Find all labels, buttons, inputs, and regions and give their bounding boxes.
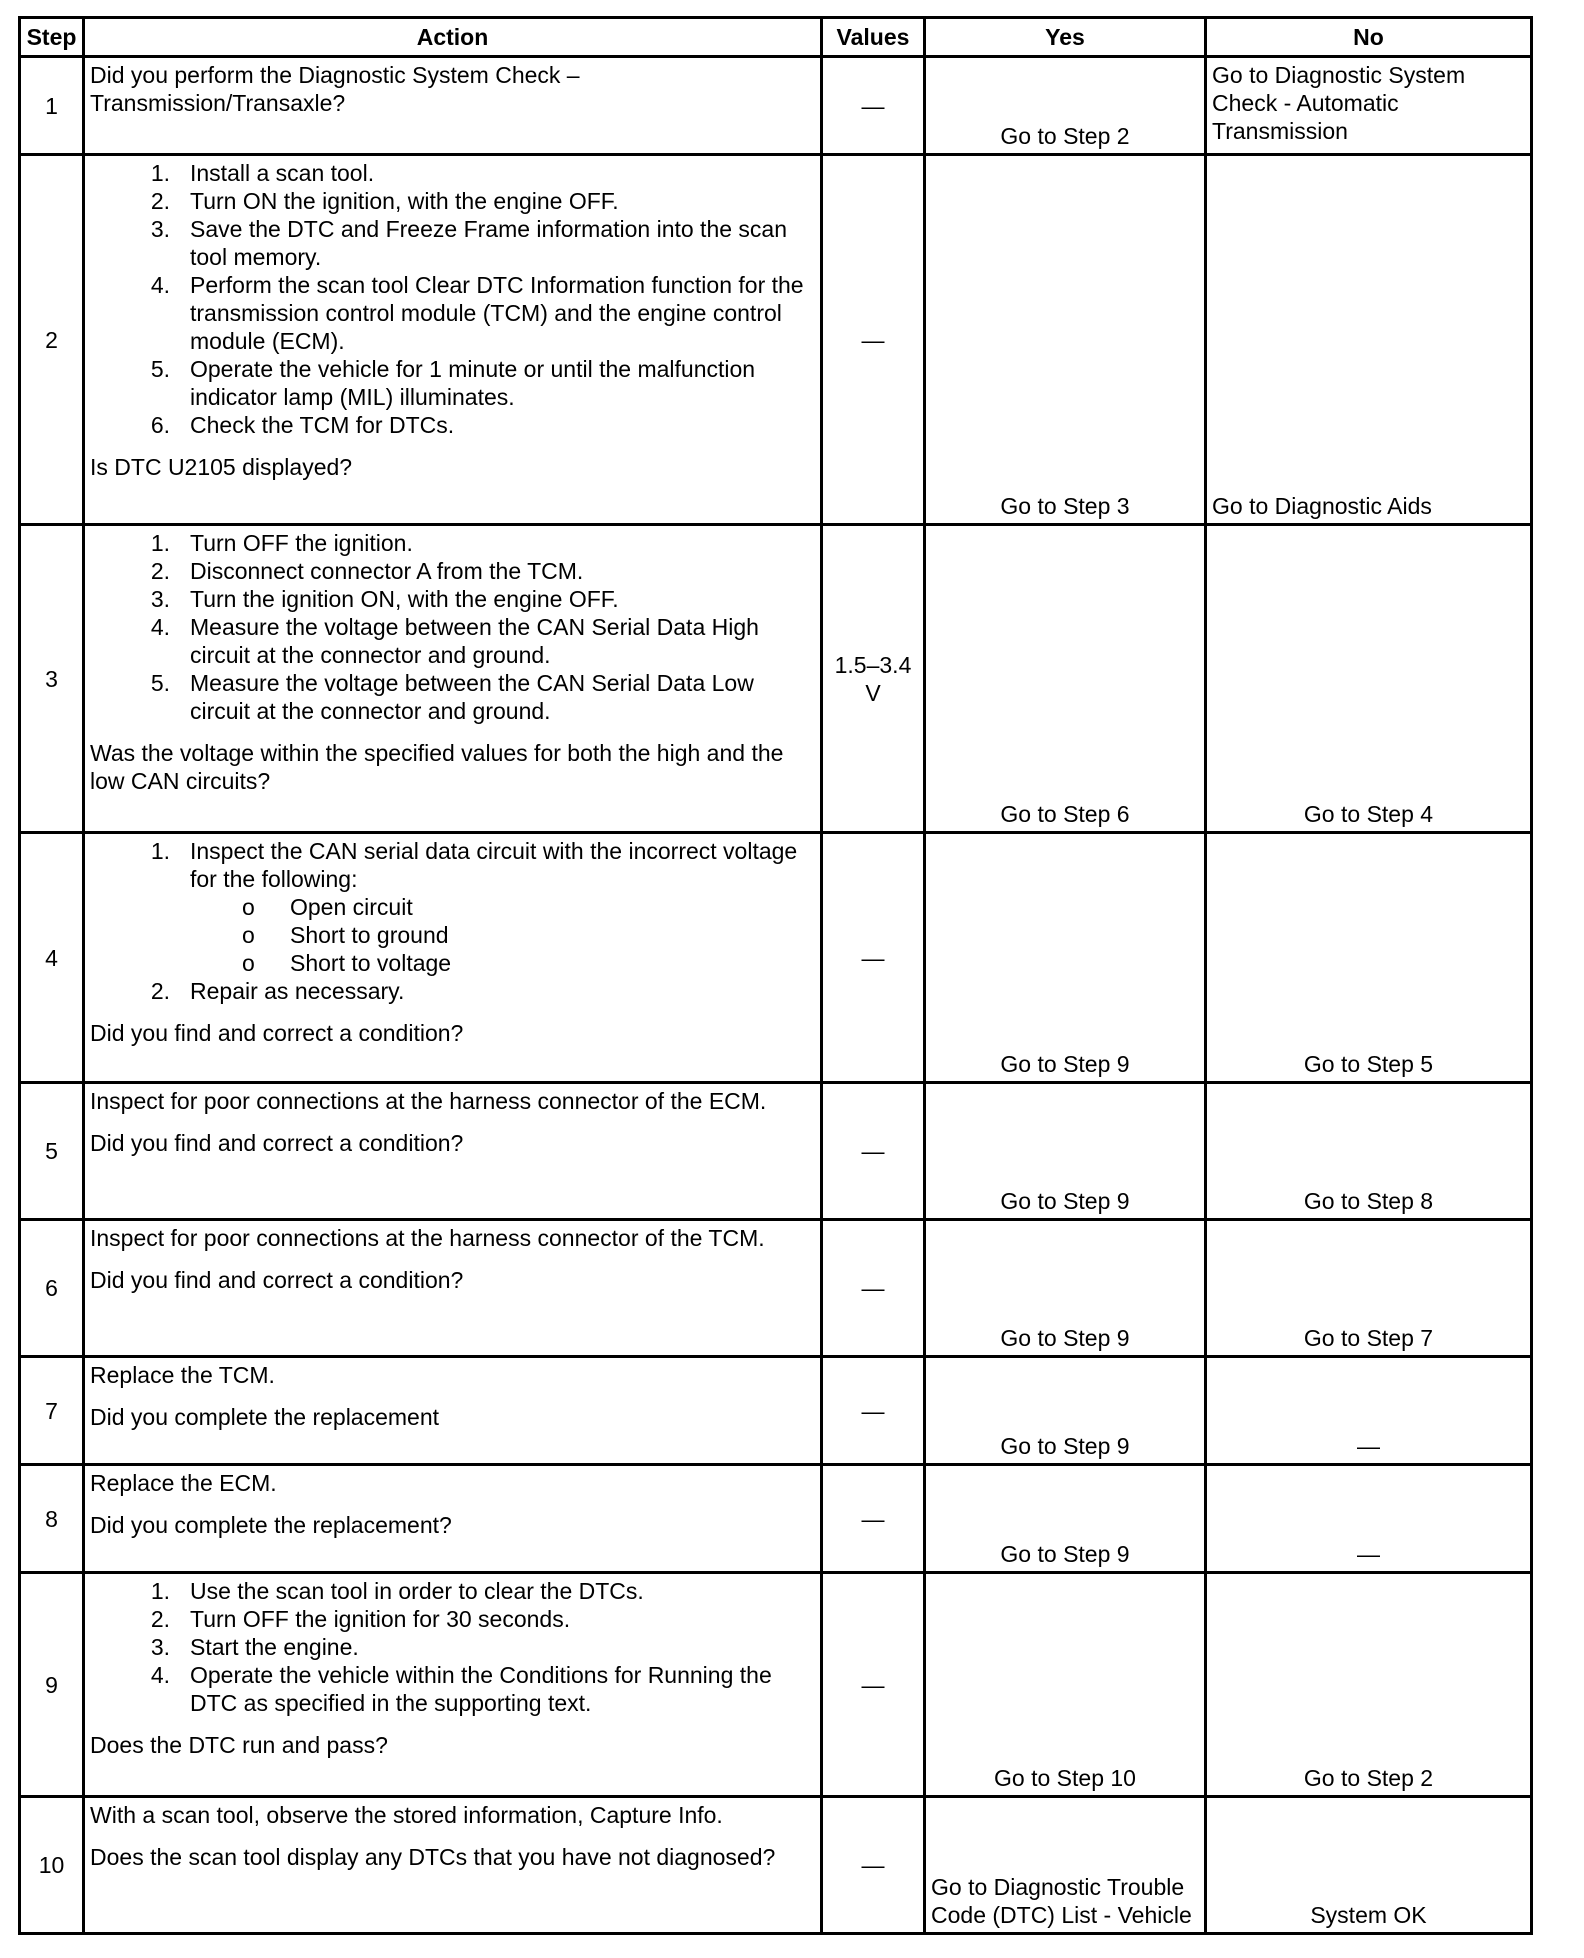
value-cell: — <box>822 155 925 525</box>
table-row <box>20 1083 1532 1220</box>
value-cell: — <box>822 1797 925 1934</box>
instruction-item: Turn OFF the ignition. <box>190 530 413 556</box>
step-number: 7 <box>20 1357 84 1465</box>
step-number: 9 <box>20 1573 84 1797</box>
instruction-item: Start the engine. <box>190 1634 359 1660</box>
no-action: Go to Diagnostic System Check - Automatic Transmission <box>1206 57 1532 155</box>
question-text: Was the voltage within the specified values for both the high and the low CAN circuits? <box>90 740 784 794</box>
no-action: Go to Step 5 <box>1206 833 1532 1083</box>
table-row <box>20 1573 1532 1797</box>
action-cell <box>84 1357 822 1465</box>
step-number: 10 <box>20 1797 84 1934</box>
instruction-item: Install a scan tool. <box>190 160 375 186</box>
action-cell <box>84 1220 822 1357</box>
instruction-list <box>90 159 815 439</box>
header-no: No <box>1206 18 1532 57</box>
instruction-item: Repair as necessary. <box>190 978 405 1004</box>
question-text: Did you find and correct a condition? <box>90 1267 464 1293</box>
no-action: Go to Step 8 <box>1206 1083 1532 1220</box>
action-cell <box>84 1797 822 1934</box>
sub-item: o Short to ground <box>290 921 815 949</box>
no-action: Go to Step 4 <box>1206 525 1532 833</box>
table-row <box>20 57 1532 155</box>
instruction-item: Turn ON the ignition, with the engine OFF. <box>190 188 619 214</box>
question-text: Did you find and correct a condition? <box>90 1020 464 1046</box>
yes-action: Go to Step 9 <box>925 1357 1206 1465</box>
instruction-item: Perform the scan tool Clear DTC Information function for the transmission control module (TCM) and the engine control module (ECM). <box>190 272 804 354</box>
yes-action: Go to Diagnostic Trouble Code (DTC) List - Vehicle <box>925 1797 1206 1934</box>
header-values: Values <box>822 18 925 57</box>
step-number: 4 <box>20 833 84 1083</box>
action-text: Replace the TCM. <box>90 1362 275 1388</box>
instruction-item: Operate the vehicle for 1 minute or until the malfunction indicator lamp (MIL) illuminates. <box>190 356 756 410</box>
header-yes: Yes <box>925 18 1206 57</box>
action-cell <box>84 155 822 525</box>
no-action: Go to Step 7 <box>1206 1220 1532 1357</box>
instruction-item: Turn the ignition ON, with the engine OFF. <box>190 586 619 612</box>
instruction-item: Measure the voltage between the CAN Serial Data High circuit at the connector and ground. <box>190 614 759 668</box>
action-text: Did you perform the Diagnostic System Check – Transmission/Transaxle? <box>84 57 822 155</box>
instruction-item: Disconnect connector A from the TCM. <box>190 558 584 584</box>
instruction-item: Turn OFF the ignition for 30 seconds. <box>190 1606 571 1632</box>
instruction-item <box>190 837 815 977</box>
question-text: Did you complete the replacement? <box>90 1512 452 1538</box>
yes-action: Go to Step 9 <box>925 833 1206 1083</box>
step-number: 8 <box>20 1465 84 1573</box>
table-row <box>20 1357 1532 1465</box>
instruction-list <box>90 529 815 725</box>
yes-action: Go to Step 9 <box>925 1083 1206 1220</box>
yes-action: Go to Step 2 <box>925 57 1206 155</box>
instruction-list <box>90 837 815 1005</box>
action-cell <box>84 1573 822 1797</box>
no-action: System OK <box>1206 1797 1532 1934</box>
instruction-item: Check the TCM for DTCs. <box>190 412 455 438</box>
value-cell: 1.5–3.4 V <box>822 525 925 833</box>
no-action: — <box>1206 1357 1532 1465</box>
value-cell: — <box>822 1573 925 1797</box>
action-text: Inspect for poor connections at the harness connector of the TCM. <box>90 1225 765 1251</box>
value-cell: — <box>822 1220 925 1357</box>
header-action: Action <box>84 18 822 57</box>
action-cell <box>84 833 822 1083</box>
table-row <box>20 525 1532 833</box>
instruction-list <box>90 1577 815 1717</box>
sub-list <box>190 893 815 977</box>
value-cell: — <box>822 833 925 1083</box>
action-text: With a scan tool, observe the stored information, Capture Info. <box>90 1802 723 1828</box>
question-text: Does the DTC run and pass? <box>90 1732 388 1758</box>
sub-item: o Open circuit <box>290 893 815 921</box>
question-text: Does the scan tool display any DTCs that you have not diagnosed? <box>90 1844 776 1870</box>
table-row <box>20 1465 1532 1573</box>
value-cell: — <box>822 57 925 155</box>
question-text: Did you find and correct a condition? <box>90 1130 464 1156</box>
instruction-text: Inspect the CAN serial data circuit with the incorrect voltage for the following: <box>190 838 798 892</box>
step-number: 6 <box>20 1220 84 1357</box>
table-row <box>20 833 1532 1083</box>
step-number: 1 <box>20 57 84 155</box>
table-row <box>20 1797 1532 1934</box>
value-cell: — <box>822 1465 925 1573</box>
action-cell <box>84 1465 822 1573</box>
instruction-item: Measure the voltage between the CAN Serial Data Low circuit at the connector and ground. <box>190 670 754 724</box>
yes-action: Go to Step 10 <box>925 1573 1206 1797</box>
action-cell <box>84 1083 822 1220</box>
yes-action: Go to Step 9 <box>925 1220 1206 1357</box>
header-step: Step <box>20 18 84 57</box>
no-action: — <box>1206 1465 1532 1573</box>
instruction-item: Save the DTC and Freeze Frame information into the scan tool memory. <box>190 216 788 270</box>
sub-item: o Short to voltage <box>290 949 815 977</box>
step-number: 2 <box>20 155 84 525</box>
step-number: 3 <box>20 525 84 833</box>
yes-action: Go to Step 6 <box>925 525 1206 833</box>
value-cell: — <box>822 1357 925 1465</box>
action-text: Inspect for poor connections at the harness connector of the ECM. <box>90 1088 767 1114</box>
instruction-item: Operate the vehicle within the Conditions for Running the DTC as specified in the supporting text. <box>190 1662 772 1716</box>
header-row <box>20 18 1532 57</box>
no-action: Go to Step 2 <box>1206 1573 1532 1797</box>
table-row <box>20 1220 1532 1357</box>
yes-action: Go to Step 3 <box>925 155 1206 525</box>
question-text: Is DTC U2105 displayed? <box>90 454 353 480</box>
value-cell: — <box>822 1083 925 1220</box>
step-number: 5 <box>20 1083 84 1220</box>
instruction-item: Use the scan tool in order to clear the DTCs. <box>190 1578 644 1604</box>
action-cell <box>84 525 822 833</box>
question-text: Did you complete the replacement <box>90 1404 440 1430</box>
yes-action: Go to Step 9 <box>925 1465 1206 1573</box>
table-row <box>20 155 1532 525</box>
no-action: Go to Diagnostic Aids <box>1206 155 1532 525</box>
diagnostic-table <box>18 16 1533 1935</box>
action-text: Replace the ECM. <box>90 1470 277 1496</box>
